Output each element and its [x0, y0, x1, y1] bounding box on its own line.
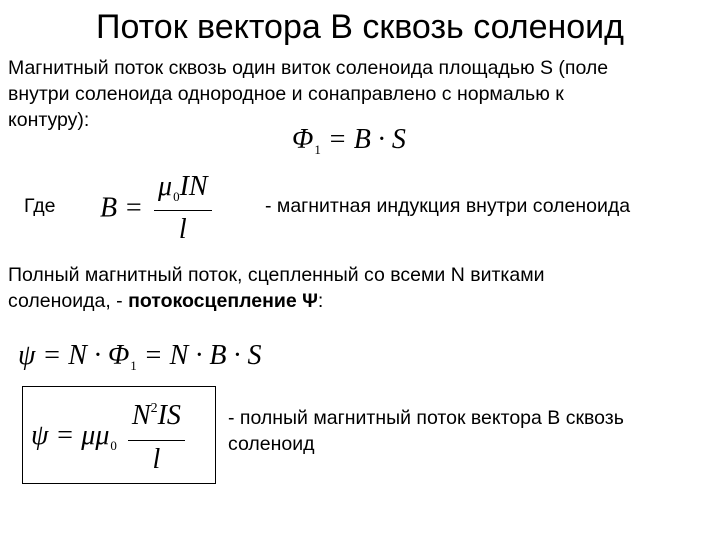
numerator-exponent: 2: [150, 401, 158, 416]
numerator-rest: IN: [179, 171, 208, 202]
total-flux-denominator: l: [152, 444, 161, 475]
where-label: Где: [24, 195, 56, 217]
induction-description: - магнитная индукция внутри соленоида: [265, 195, 631, 217]
total-flux-numerator: [128, 399, 185, 440]
mu-symbol: μ: [158, 171, 173, 202]
flux-rhs: = B · S: [327, 124, 406, 155]
intro-line-2: внутри соленоида однородное и сонаправлено с нормалью к: [8, 83, 564, 105]
total-flux-description: [228, 405, 708, 457]
numerator-IS: IS: [157, 400, 181, 431]
total-flux-formula: [31, 399, 189, 477]
mu-subscript: 0: [173, 189, 180, 204]
linkage-formula-subscript: 1: [130, 358, 137, 373]
slide-title: Поток вектора В сквозь соленоид: [96, 8, 624, 46]
flux-symbol: Φ: [292, 124, 314, 155]
linkage-paragraph: [8, 262, 713, 314]
intro-line-3: контуру):: [8, 109, 90, 131]
induction-numerator: [154, 170, 212, 210]
total-flux-lhs: [31, 420, 117, 451]
intro-line-1: Магнитный поток сквозь один виток соленоида площадью S (поле: [8, 57, 609, 79]
linkage-line-2: [8, 288, 713, 314]
induction-fraction: [154, 170, 212, 247]
numerator-N: N: [131, 400, 151, 431]
linkage-line-1: Полный магнитный поток, сцепленный со всеми N витками: [8, 264, 545, 286]
total-flux-lhs-text: ψ = μμ: [31, 420, 110, 451]
linkage-line-2-start: соленоида, -: [8, 290, 129, 312]
induction-denominator: l: [178, 214, 187, 245]
flux-linkage-formula: [18, 336, 261, 380]
total-flux-description-line-2: соленоид: [228, 433, 315, 455]
induction-formula: [100, 170, 216, 247]
linkage-line-2-end: :: [317, 290, 324, 312]
linkage-term: потокосцепление Ψ: [128, 290, 318, 312]
total-flux-formula-box: [22, 386, 216, 484]
linkage-formula-part-2: = N · B · S: [136, 340, 262, 371]
flux-one-turn-formula: [292, 120, 406, 164]
total-flux-lhs-subscript: 0: [110, 438, 117, 453]
induction-lhs: B =: [100, 192, 143, 224]
linkage-formula-part-1: ψ = N · Φ: [18, 340, 130, 371]
total-flux-description-line-1: - полный магнитный поток вектора В сквозь: [228, 407, 624, 429]
flux-subscript: 1: [314, 142, 321, 157]
total-flux-fraction: [128, 399, 185, 477]
